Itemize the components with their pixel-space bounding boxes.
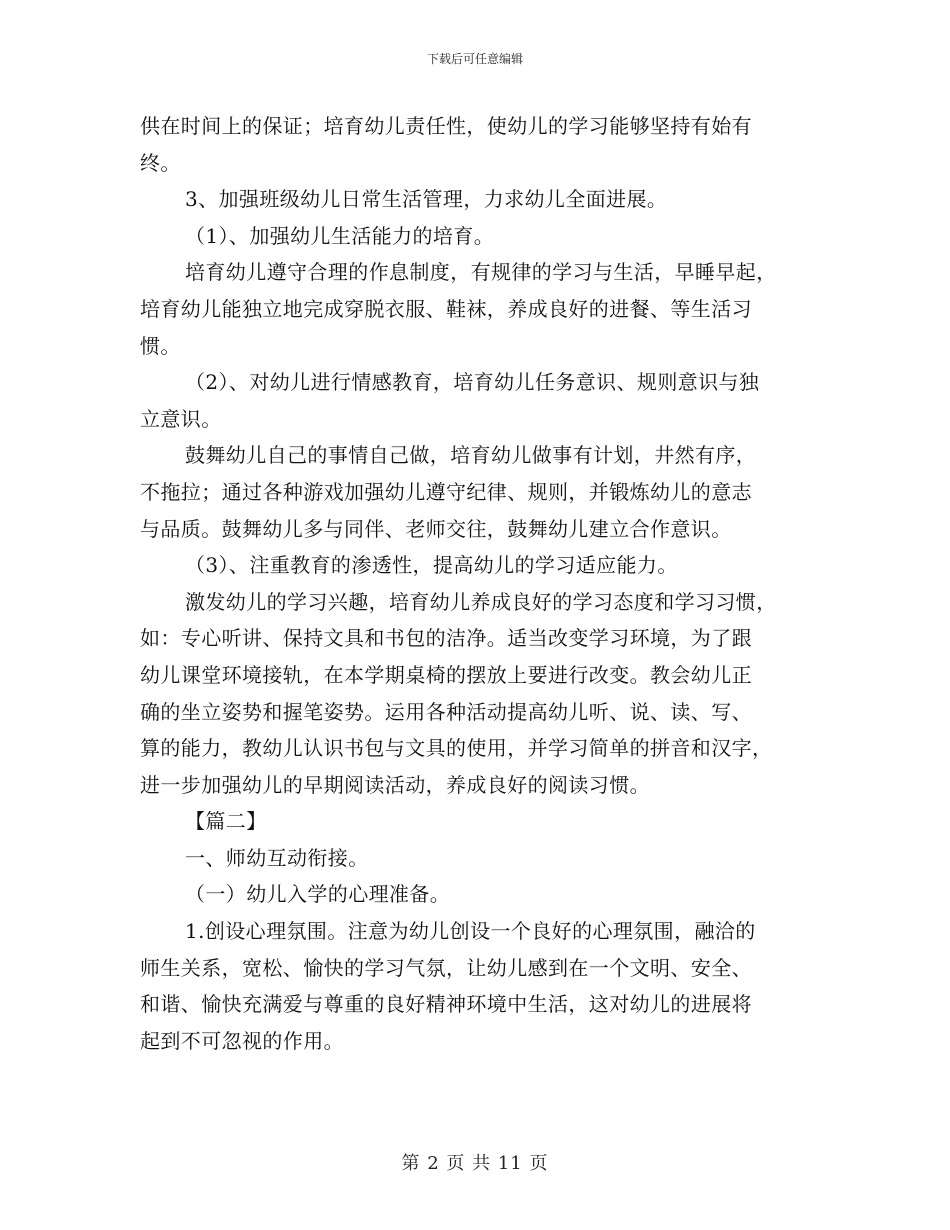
paragraph-line: 培育幼儿能独立地完成穿脱衣服、鞋袜，养成良好的进餐、等生活习 [140,296,752,321]
paragraph-line: 惯。 [140,333,181,358]
paragraph-line: 和谐、愉快充满爱与尊重的良好精神环境中生活，这对幼儿的进展将 [140,992,752,1017]
paragraph-line: 终。 [140,150,181,175]
paragraph-line: 激发幼儿的学习兴趣，培育幼儿养成良好的学习态度和学习习惯， [185,589,777,614]
paragraph-line: 师生关系，宽松、愉快的学习气氛，让幼儿感到在一个文明、安全、 [140,955,752,980]
subsection-heading: （3）、注重教育的渗透性，提高幼儿的学习适应能力。 [185,553,678,578]
paragraph-line: 幼儿课堂环境接轨，在本学期桌椅的摆放上要进行改变。教会幼儿正 [140,662,752,687]
paragraph-line: 不拖拉；通过各种游戏加强幼儿遵守纪律、规则，并锻炼幼儿的意志 [140,479,752,504]
subsection-heading: （1）、加强幼儿生活能力的培育。 [185,223,495,248]
paragraph-line: 确的坐立姿势和握笔姿势。运用各种活动提高幼儿听、说、读、写、 [140,699,752,724]
subsection-heading: （2）、对幼儿进行情感教育，培育幼儿任务意识、规则意识与独 [185,370,760,395]
paragraph-line: 供在时间上的保证；培育幼儿责任性，使幼儿的学习能够坚持有始有 [140,114,752,138]
paragraph-line: 培育幼儿遵守合理的作息制度，有规律的学习与生活，早睡早起， [185,260,777,285]
paragraph-line: 算的能力，教幼儿认识书包与文具的使用，并学习简单的拼音和汉字， [140,736,773,761]
paragraph-line: 进一步加强幼儿的早期阅读活动，养成良好的阅读习惯。 [140,772,650,797]
section-heading: 3、加强班级幼儿日常生活管理，力求幼儿全面进展。 [185,187,668,212]
page-number-footer: 第 2 页 共 11 页 [401,1153,549,1174]
page-header-note: 下载后可任意编辑 [426,52,523,66]
paragraph-line: 1.创设心理氛围。注意为幼儿创设一个良好的心理氛围，融洽的 [185,919,756,944]
section-heading: 一、师幼互动衔接。 [185,845,369,870]
paragraph-line: 与品质。鼓舞幼儿多与同伴、老师交往，鼓舞幼儿建立合作意识。 [140,516,732,541]
subsection-heading: （一）幼儿入学的心理准备。 [185,882,451,907]
paragraph-line: 鼓舞幼儿自己的事情自己做，培育幼儿做事有计划，井然有序， [185,443,757,468]
paragraph-line: 立意识。 [140,406,222,431]
paragraph-line: 如：专心听讲、保持文具和书包的洁净。适当改变学习环境，为了跟 [140,626,752,651]
paragraph-line: 起到不可忽视的作用。 [140,1028,344,1053]
part-heading: 【篇二】 [185,809,267,834]
document-body [140,108,812,1059]
